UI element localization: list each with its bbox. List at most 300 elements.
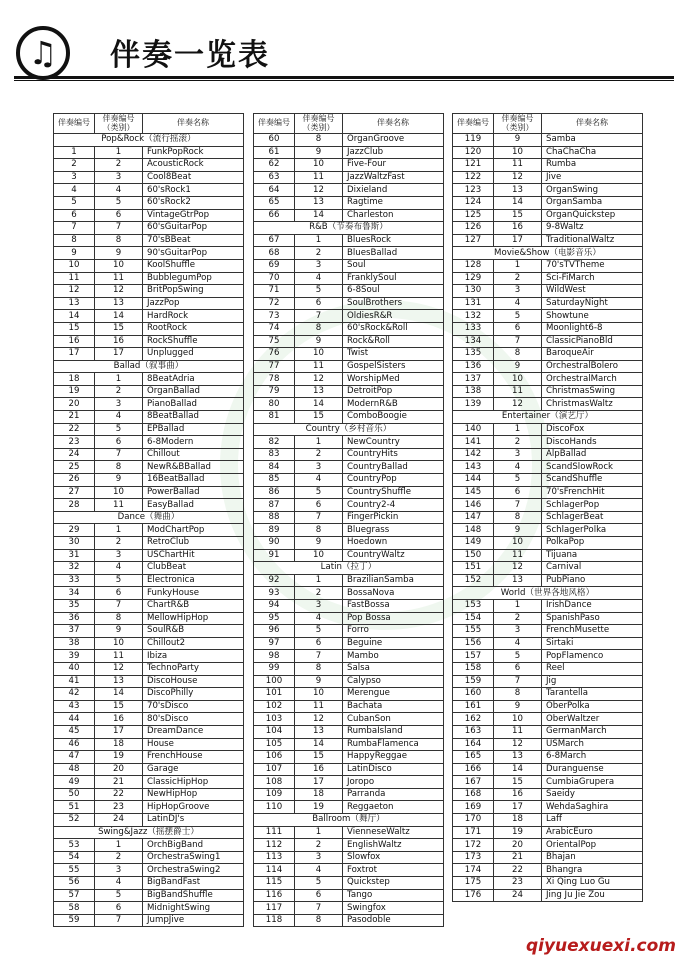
table-row — [453, 776, 643, 789]
table-row — [453, 486, 643, 499]
style-name: FastBossa — [343, 599, 444, 612]
style-name: CountryWaltz — [343, 549, 444, 562]
table-row — [453, 348, 643, 361]
style-number: 3 — [54, 171, 95, 184]
style-number: 130 — [453, 285, 494, 298]
category-number: 5 — [95, 574, 143, 587]
style-number: 146 — [453, 499, 494, 512]
style-number: 39 — [54, 650, 95, 663]
style-number: 108 — [254, 776, 295, 789]
table-row — [54, 751, 244, 764]
table-row — [254, 763, 444, 776]
style-name: OberWaltzer — [542, 713, 643, 726]
style-number: 101 — [254, 688, 295, 701]
table-row — [54, 272, 244, 285]
table-header-row — [453, 114, 643, 134]
style-name: RockShuffle — [143, 335, 244, 348]
table-row — [54, 839, 244, 852]
style-number: 6 — [54, 209, 95, 222]
style-number: 23 — [54, 436, 95, 449]
style-name: Calypso — [343, 675, 444, 688]
style-name: Garage — [143, 763, 244, 776]
category-number: 9 — [95, 247, 143, 260]
section-header-row — [54, 360, 244, 373]
style-name: BossaNova — [343, 587, 444, 600]
category-number: 6 — [95, 587, 143, 600]
category-number: 17 — [95, 348, 143, 361]
table-row — [54, 310, 244, 323]
style-number: 32 — [54, 562, 95, 575]
table-row — [254, 625, 444, 638]
style-number: 80 — [254, 398, 295, 411]
category-number: 2 — [494, 436, 542, 449]
category-number: 8 — [295, 662, 343, 675]
style-number: 163 — [453, 725, 494, 738]
table-row — [54, 562, 244, 575]
style-number: 162 — [453, 713, 494, 726]
style-number: 120 — [453, 146, 494, 159]
table-row — [54, 499, 244, 512]
table-row — [54, 914, 244, 927]
category-number: 10 — [295, 348, 343, 361]
style-name: Bluegrass — [343, 524, 444, 537]
style-name: SaturdayNight — [542, 297, 643, 310]
style-name: BritPopSwing — [143, 285, 244, 298]
category-number: 8 — [95, 612, 143, 625]
style-name: MellowHipHop — [143, 612, 244, 625]
style-name: Reel — [542, 662, 643, 675]
style-number: 150 — [453, 549, 494, 562]
table-row — [254, 889, 444, 902]
category-number: 8 — [295, 914, 343, 927]
category-number: 11 — [95, 499, 143, 512]
style-name: NewR&BBallad — [143, 461, 244, 474]
style-number: 109 — [254, 788, 295, 801]
category-number: 23 — [494, 877, 542, 890]
style-number: 124 — [453, 196, 494, 209]
style-name: SchlagerBeat — [542, 511, 643, 524]
style-name: BigBandShuffle — [143, 889, 244, 902]
watermark-text: qiyuexuexi.com — [525, 936, 676, 956]
style-name: NewHipHop — [143, 788, 244, 801]
style-name: Sci-FiMarch — [542, 272, 643, 285]
style-name: HipHopGroove — [143, 801, 244, 814]
style-number: 60 — [254, 134, 295, 147]
style-number: 86 — [254, 486, 295, 499]
style-number: 142 — [453, 448, 494, 461]
style-number: 21 — [54, 411, 95, 424]
style-name: 70'sFrenchHit — [542, 486, 643, 499]
table-row — [254, 902, 444, 915]
category-number: 11 — [494, 159, 542, 172]
section-header-row — [54, 134, 244, 147]
style-name: Saeidy — [542, 788, 643, 801]
style-name: Duranguense — [542, 763, 643, 776]
category-number: 6 — [295, 637, 343, 650]
style-name: 90'sGuitarPop — [143, 247, 244, 260]
table-row — [254, 700, 444, 713]
category-number: 15 — [295, 411, 343, 424]
category-number: 14 — [95, 310, 143, 323]
category-number: 24 — [494, 889, 542, 902]
table-row — [254, 713, 444, 726]
table-row — [54, 688, 244, 701]
style-name: AlpBallad — [542, 448, 643, 461]
style-name: CumbiaGrupera — [542, 776, 643, 789]
style-name: HardRock — [143, 310, 244, 323]
table-row — [254, 184, 444, 197]
style-name: OldiesR&R — [343, 310, 444, 323]
style-name: ClassicPianoBld — [542, 335, 643, 348]
category-number: 12 — [494, 738, 542, 751]
table-row — [54, 902, 244, 915]
table-row — [254, 436, 444, 449]
table-row — [453, 436, 643, 449]
style-name: FrenchMusette — [542, 625, 643, 638]
style-name: RumbaIsland — [343, 725, 444, 738]
table-row — [254, 877, 444, 890]
table-row — [254, 272, 444, 285]
category-number: 7 — [494, 499, 542, 512]
table-row — [54, 461, 244, 474]
table-row — [254, 146, 444, 159]
style-number: 82 — [254, 436, 295, 449]
column-header-category-number: 伴奏编号 （类别） — [95, 114, 143, 134]
table-row — [254, 171, 444, 184]
category-number: 6 — [95, 436, 143, 449]
category-number: 17 — [295, 776, 343, 789]
style-number: 170 — [453, 814, 494, 827]
style-name: Unplugged — [143, 348, 244, 361]
table-row — [453, 562, 643, 575]
table-row — [453, 398, 643, 411]
table-row — [453, 310, 643, 323]
category-number: 1 — [295, 574, 343, 587]
style-name: DiscoFox — [542, 423, 643, 436]
section-title: Dance（舞曲） — [54, 511, 244, 524]
style-number: 154 — [453, 612, 494, 625]
accompaniment-table-3 — [452, 113, 643, 902]
style-name: OrganSamba — [542, 196, 643, 209]
style-name: 70'sDisco — [143, 700, 244, 713]
style-number: 121 — [453, 159, 494, 172]
style-number: 46 — [54, 738, 95, 751]
style-name: SoulR&B — [143, 625, 244, 638]
table-row — [254, 373, 444, 386]
category-number: 12 — [494, 398, 542, 411]
category-number: 22 — [494, 864, 542, 877]
category-number: 2 — [295, 587, 343, 600]
table-row — [54, 247, 244, 260]
style-name: 80'sDisco — [143, 713, 244, 726]
column-header-category-number: 伴奏编号 （类别） — [295, 114, 343, 134]
style-number: 72 — [254, 297, 295, 310]
page-header — [14, 22, 684, 82]
table-row — [254, 801, 444, 814]
style-number: 153 — [453, 599, 494, 612]
column-header-number: 伴奏编号 — [54, 114, 95, 134]
table-row — [54, 700, 244, 713]
table-row — [453, 222, 643, 235]
category-number: 4 — [494, 637, 542, 650]
category-number: 9 — [494, 700, 542, 713]
category-number: 7 — [295, 902, 343, 915]
section-header-row — [54, 511, 244, 524]
category-number: 14 — [295, 738, 343, 751]
category-number: 18 — [95, 738, 143, 751]
style-name: CountryShuffle — [343, 486, 444, 499]
table-row — [54, 864, 244, 877]
style-number: 117 — [254, 902, 295, 915]
style-number: 76 — [254, 348, 295, 361]
style-number: 112 — [254, 839, 295, 852]
table-row — [453, 688, 643, 701]
table-row — [54, 348, 244, 361]
style-name: Sirtaki — [542, 637, 643, 650]
section-title: R&B（节奏布鲁斯） — [254, 222, 444, 235]
style-name: RetroClub — [143, 537, 244, 550]
table-row — [453, 511, 643, 524]
section-title: Pop&Rock（流行摇滚） — [54, 134, 244, 147]
section-title: Movie&Show（电影音乐） — [453, 247, 643, 260]
style-name: JumpJive — [143, 914, 244, 927]
style-name: PowerBallad — [143, 486, 244, 499]
table-row — [453, 612, 643, 625]
table-row — [453, 171, 643, 184]
category-number: 9 — [494, 134, 542, 147]
style-name: Parranda — [343, 788, 444, 801]
category-number: 7 — [494, 335, 542, 348]
table-row — [453, 574, 643, 587]
category-number: 4 — [295, 864, 343, 877]
category-number: 14 — [295, 398, 343, 411]
style-name: WildWest — [542, 285, 643, 298]
category-number: 2 — [95, 851, 143, 864]
table-row — [254, 574, 444, 587]
table-row — [254, 398, 444, 411]
style-number: 2 — [54, 159, 95, 172]
style-name: MidnightSwing — [143, 902, 244, 915]
style-name: 8BeatBallad — [143, 411, 244, 424]
category-number: 3 — [95, 864, 143, 877]
style-name: OrchBigBand — [143, 839, 244, 852]
table-row — [453, 423, 643, 436]
style-name: ChartR&B — [143, 599, 244, 612]
style-number: 92 — [254, 574, 295, 587]
style-number: 74 — [254, 322, 295, 335]
section-header-row — [254, 423, 444, 436]
style-name: Rock&Roll — [343, 335, 444, 348]
category-number: 3 — [295, 599, 343, 612]
style-name: DiscoHouse — [143, 675, 244, 688]
style-name: CountryHits — [343, 448, 444, 461]
style-number: 43 — [54, 700, 95, 713]
table-row — [453, 889, 643, 902]
style-name: ChaChaCha — [542, 146, 643, 159]
style-number: 131 — [453, 297, 494, 310]
style-name: CubanSon — [343, 713, 444, 726]
style-number: 50 — [54, 788, 95, 801]
category-number: 1 — [494, 259, 542, 272]
style-name: 70'sBBeat — [143, 234, 244, 247]
style-number: 139 — [453, 398, 494, 411]
style-name: 16BeatBallad — [143, 474, 244, 487]
table-row — [453, 448, 643, 461]
style-name: EnglishWaltz — [343, 839, 444, 852]
table-row — [254, 914, 444, 927]
category-number: 10 — [95, 637, 143, 650]
style-number: 122 — [453, 171, 494, 184]
category-number: 10 — [494, 713, 542, 726]
category-number: 17 — [494, 801, 542, 814]
style-number: 151 — [453, 562, 494, 575]
style-name: SoulBrothers — [343, 297, 444, 310]
style-name: FunkPopRock — [143, 146, 244, 159]
category-number: 13 — [95, 297, 143, 310]
style-name: OrchestralMarch — [542, 373, 643, 386]
section-title: Country（乡村音乐） — [254, 423, 444, 436]
style-name: Ibiza — [143, 650, 244, 663]
style-number: 118 — [254, 914, 295, 927]
table-row — [453, 234, 643, 247]
style-number: 47 — [54, 751, 95, 764]
style-name: 60'sRock2 — [143, 196, 244, 209]
column-header-name: 伴奏名称 — [143, 114, 244, 134]
style-number: 155 — [453, 625, 494, 638]
category-number: 3 — [295, 851, 343, 864]
table-row — [54, 801, 244, 814]
style-number: 138 — [453, 385, 494, 398]
style-number: 161 — [453, 700, 494, 713]
category-number: 5 — [95, 196, 143, 209]
style-name: 6-8Modern — [143, 436, 244, 449]
category-number: 2 — [95, 537, 143, 550]
table-row — [54, 625, 244, 638]
page-title: 伴奏一览表 — [110, 38, 270, 73]
table-row — [453, 725, 643, 738]
style-name: House — [143, 738, 244, 751]
category-number: 5 — [494, 310, 542, 323]
category-number: 16 — [295, 763, 343, 776]
category-number: 11 — [494, 385, 542, 398]
style-name: ClubBeat — [143, 562, 244, 575]
section-header-row — [254, 814, 444, 827]
category-number: 4 — [494, 297, 542, 310]
category-number: 6 — [95, 902, 143, 915]
category-number: 12 — [95, 662, 143, 675]
table-row — [453, 461, 643, 474]
category-number: 2 — [295, 448, 343, 461]
style-name: RumbaFlamenca — [343, 738, 444, 751]
style-name: Beguine — [343, 637, 444, 650]
category-number: 8 — [295, 524, 343, 537]
style-name: SpanishPaso — [542, 612, 643, 625]
category-number: 1 — [295, 234, 343, 247]
style-number: 115 — [254, 877, 295, 890]
style-number: 98 — [254, 650, 295, 663]
style-number: 27 — [54, 486, 95, 499]
style-name: TechnoParty — [143, 662, 244, 675]
style-number: 64 — [254, 184, 295, 197]
header-rule — [14, 76, 674, 79]
section-header-row — [254, 222, 444, 235]
style-name: Twist — [343, 348, 444, 361]
category-number: 10 — [95, 259, 143, 272]
category-number: 1 — [494, 599, 542, 612]
category-number: 5 — [295, 877, 343, 890]
style-number: 144 — [453, 474, 494, 487]
table-row — [453, 637, 643, 650]
style-name: Five-Four — [343, 159, 444, 172]
style-name: Chillout2 — [143, 637, 244, 650]
style-number: 83 — [254, 448, 295, 461]
category-number: 8 — [295, 322, 343, 335]
style-number: 176 — [453, 889, 494, 902]
style-name: Tijuana — [542, 549, 643, 562]
category-number: 13 — [494, 751, 542, 764]
category-number: 3 — [95, 398, 143, 411]
category-number: 15 — [494, 776, 542, 789]
style-number: 69 — [254, 259, 295, 272]
style-number: 84 — [254, 461, 295, 474]
style-name: JazzPop — [143, 297, 244, 310]
style-name: RootRock — [143, 322, 244, 335]
category-number: 17 — [494, 234, 542, 247]
style-number: 16 — [54, 335, 95, 348]
category-number: 12 — [295, 713, 343, 726]
style-name: Laff — [542, 814, 643, 827]
table-row — [453, 285, 643, 298]
category-number: 8 — [295, 134, 343, 147]
table-row — [254, 159, 444, 172]
table-row — [254, 650, 444, 663]
style-name: JazzClub — [343, 146, 444, 159]
style-number: 18 — [54, 373, 95, 386]
style-number: 25 — [54, 461, 95, 474]
table-row — [254, 259, 444, 272]
category-number: 16 — [95, 713, 143, 726]
category-number: 18 — [295, 788, 343, 801]
style-name: IrishDance — [542, 599, 643, 612]
style-name: DiscoPhilly — [143, 688, 244, 701]
table-row — [54, 209, 244, 222]
category-number: 19 — [95, 751, 143, 764]
music-note-icon: ♫ — [16, 26, 70, 80]
style-name: Jig — [542, 675, 643, 688]
style-name: 6-8Soul — [343, 285, 444, 298]
style-name: ChristmasSwing — [542, 385, 643, 398]
category-number: 11 — [295, 360, 343, 373]
style-number: 174 — [453, 864, 494, 877]
style-number: 17 — [54, 348, 95, 361]
table-row — [254, 209, 444, 222]
style-name: Mambo — [343, 650, 444, 663]
style-number: 7 — [54, 222, 95, 235]
table-row — [254, 688, 444, 701]
table-row — [54, 423, 244, 436]
style-name: Electronica — [143, 574, 244, 587]
table-row — [254, 448, 444, 461]
section-header-row — [453, 411, 643, 424]
style-name: 6-8March — [542, 751, 643, 764]
style-name: Jive — [542, 171, 643, 184]
style-name: Soul — [343, 259, 444, 272]
style-number: 140 — [453, 423, 494, 436]
style-name: USMarch — [542, 738, 643, 751]
style-number: 127 — [453, 234, 494, 247]
table-row — [453, 788, 643, 801]
category-number: 15 — [95, 700, 143, 713]
